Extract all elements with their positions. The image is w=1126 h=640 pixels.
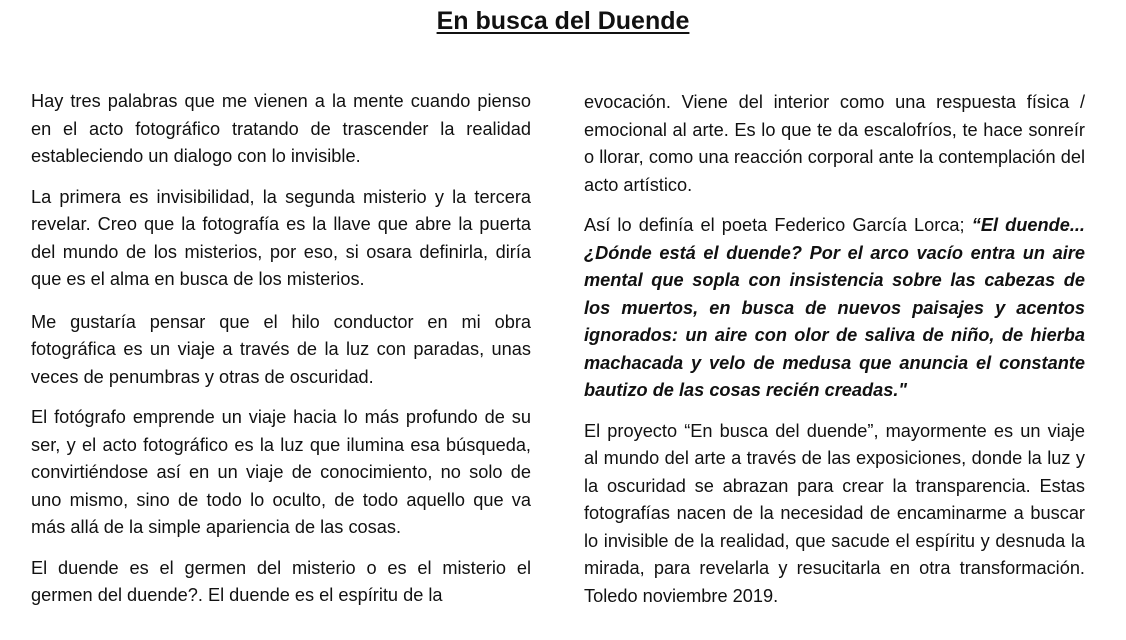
lorca-quote: “El duende... ¿Dónde está el duende? Por el arco vacío entra un aire mental que sopla con insistencia sobre las cabezas de los muertos, en busca de nuevos paisajes y acentos ignorados: un aire con olor de saliva de niño, de hierba machacada y velo de medusa que anuncia el constante bautizo de las cosas recién creadas." (584, 215, 1085, 400)
paragraph-4: El fotógrafo emprende un viaje hacia lo más profundo de su ser, y el acto fotográfico es la luz que ilumina esa búsqueda, convirtiéndose así en un viaje de conocimiento, no solo de uno mismo, sino de todo lo oculto, de todo aquello que va más allá de la simple apariencia de las cosas. (31, 407, 531, 537)
right-column (584, 89, 1085, 623)
paragraph-1: Hay tres palabras que me vienen a la mente cuando pienso en el acto fotográfico tratando de trascender la realidad estableciendo un dialogo con lo invisible. (31, 91, 531, 166)
paragraph-8: El proyecto “En busca del duende”, mayormente es un viaje al mundo del arte a través de las exposiciones, donde la luz y la oscuridad se abrazan para crear la transparencia. Estas fotografías nacen de la necesidad de encaminarme a buscar lo invisible de la realidad, que sacude el espíritu y desnuda la mirada, para revelarla y resucitarla en otra transformación. Toledo noviembre 2019. (584, 420, 1085, 606)
left-column (31, 88, 531, 623)
paragraph-6: evocación. Viene del interior como una respuesta física / emocional al arte. Es lo que te da escalofríos, te hace sonreír o llorar, como una reacción corporal ante la contemplación del acto artístico. (584, 92, 1085, 195)
lorca-intro: Así lo definía el poeta Federico García Lorca; (584, 215, 972, 235)
paragraph-7 (584, 212, 1085, 405)
paragraph-2: La primera es invisibilidad, la segunda misterio y la tercera revelar. Creo que la fotografía es la llave que abre la puerta del mundo de los misterios, por eso, si osara definirla, diría que es el alma en busca de los misterios. (31, 186, 531, 289)
paragraph-5: El duende es el germen del misterio o es el misterio el germen del duende?. El duende es el espíritu de la (31, 557, 531, 605)
paragraph-3: Me gustaría pensar que el hilo conductor en mi obra fotográfica es un viaje a través de la luz con paradas, unas veces de penumbras y otras de oscuridad. (31, 311, 531, 387)
document-title: En busca del Duende (436, 7, 690, 35)
